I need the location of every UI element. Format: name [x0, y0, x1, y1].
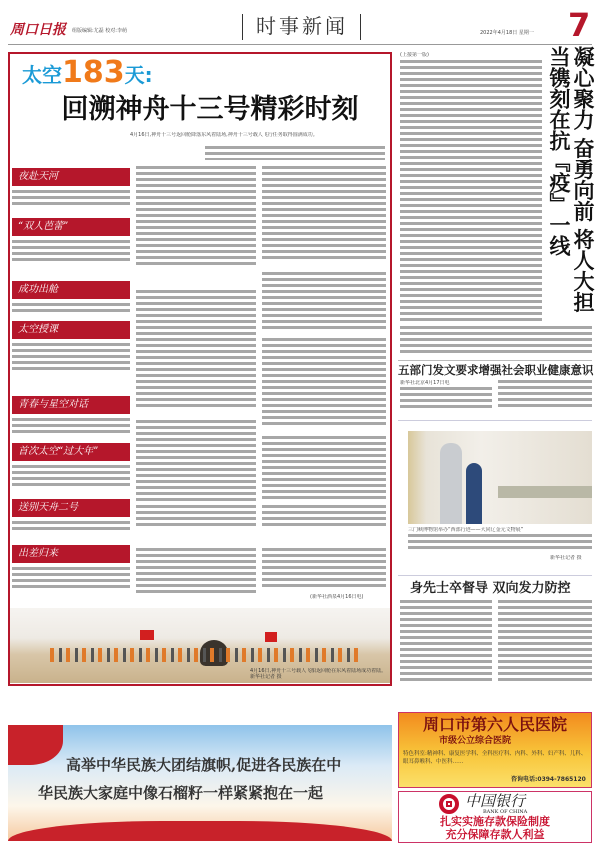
museum-caption: 三门峡博物馆举办“西部行迹——大同辽金元文物展”: [408, 527, 524, 533]
divider: [398, 360, 592, 361]
text-block: [136, 166, 256, 268]
text-block: [498, 600, 592, 684]
kicker-prefix: 太空: [22, 63, 62, 87]
museum-photo: [408, 431, 592, 524]
visitor-figure: [466, 463, 482, 524]
section-heading: 送别天舟二号: [12, 499, 130, 517]
red-flag-decoration: [8, 725, 63, 765]
masthead-meta: 组版编辑:尤磊 校对:李萌: [72, 28, 127, 34]
health-headline: 五部门发文要求增强社会职业健康意识: [398, 363, 594, 377]
bank-slogan-1: 扎实实施存款保险制度: [440, 815, 550, 828]
text-block: [12, 240, 130, 264]
text-block: [12, 418, 130, 436]
text-block: [498, 380, 592, 410]
text-block: [136, 420, 256, 502]
newspaper-logo: 周口日报: [10, 22, 66, 38]
visitor-figure: [440, 443, 462, 524]
kicker-number: 183: [62, 55, 125, 90]
bank-name-en: BANK OF CHINA: [483, 809, 528, 815]
photo-caption: 4月16日,神舟十三号载人飞船返回舱在东风着陆场成功着陆。 新华社记者 摄: [250, 668, 387, 680]
text-block: [262, 436, 386, 502]
text-block: [12, 567, 130, 591]
section-title: 时事新闻: [256, 14, 348, 38]
hospital-departments: 特色科室:精神科、康复医学科、全科医疗科、内科、外科、妇产科、儿科、眼耳鼻喉科、中医科……: [403, 751, 587, 765]
text-block: [400, 387, 492, 411]
feature-lead: 4月16日,神舟十三号返回舱降落东风着陆场,神舟十三号载人飞行任务取得圆满成功。: [130, 132, 318, 138]
divider: [398, 575, 592, 576]
text-block: [262, 338, 386, 428]
continued-note: (上接第一版): [400, 52, 429, 58]
banner-line-2: 华民族大家庭中像石榴籽一样紧紧抱在一起: [38, 784, 324, 802]
bank-slogan-2: 充分保障存款人利益: [445, 828, 545, 841]
hospital-phone: 咨询电话:0394-7865120: [511, 776, 586, 783]
text-block: [136, 548, 256, 596]
hospital-subtitle: 市级公立综合医院: [439, 736, 512, 746]
kicker-suffix: 天:: [124, 63, 153, 87]
page-number: 7: [568, 6, 591, 44]
text-block: [400, 60, 542, 324]
health-dateline: 新华社北京4月17日电: [400, 380, 450, 386]
epidemic-headline: 身先士卒督导 双向发力防控: [410, 581, 571, 596]
text-block: [12, 303, 130, 315]
landing-photo: [10, 608, 390, 683]
hospital-name: 周口市第六人民医院: [422, 715, 567, 734]
section-heading: 青春与星空对话: [12, 396, 130, 414]
text-block: [400, 600, 492, 684]
crew-group: [50, 648, 360, 662]
text-block: [205, 146, 385, 160]
banner-line-1: 高举中华民族大团结旗帜,促进各民族在中: [66, 756, 342, 774]
header-rule: [8, 44, 592, 45]
vertical-headline: 凝心聚力 奋勇向前 将人大担当镌刻在抗『疫』一线: [547, 46, 596, 313]
text-block: [12, 465, 130, 489]
feature-credit: (新华社酒泉4月16日电): [310, 594, 364, 600]
text-block: [262, 548, 386, 590]
feature-title: 回溯神舟十三号精彩时刻: [61, 94, 359, 125]
bank-ad: [398, 791, 592, 843]
text-block: [136, 290, 256, 410]
issue-date: 2022年4月18日 星期一: [480, 30, 534, 36]
section-heading: 夜赴天河: [12, 168, 130, 186]
flag-icon: [265, 632, 277, 642]
divider: [242, 14, 243, 40]
section-heading: 成功出舱: [12, 281, 130, 299]
text-block: [12, 521, 130, 533]
text-block: [262, 166, 386, 262]
section-heading: “双人芭蕾”: [12, 218, 130, 236]
bank-of-china-logo-icon: [439, 794, 459, 814]
text-block: [262, 505, 386, 529]
museum-credit: 新华社记者 摄: [550, 555, 582, 561]
red-wave-decoration: [8, 821, 392, 841]
hospital-ad: [398, 712, 592, 788]
text-block: [12, 190, 130, 208]
section-heading: 出差归来: [12, 545, 130, 563]
text-block: [136, 505, 256, 529]
text-block: [262, 272, 386, 332]
bank-name-cn: 中国银行: [465, 792, 526, 810]
section-heading: 太空授课: [12, 321, 130, 339]
divider: [398, 420, 592, 421]
flag-icon: [140, 630, 154, 640]
divider: [360, 14, 361, 40]
feature-kicker: [22, 57, 153, 89]
section-heading: 首次太空“过大年”: [12, 443, 130, 461]
unity-banner: [8, 725, 392, 841]
text-block: [408, 534, 592, 552]
display-case: [498, 486, 592, 498]
text-block: [400, 326, 592, 356]
text-block: [12, 343, 130, 373]
